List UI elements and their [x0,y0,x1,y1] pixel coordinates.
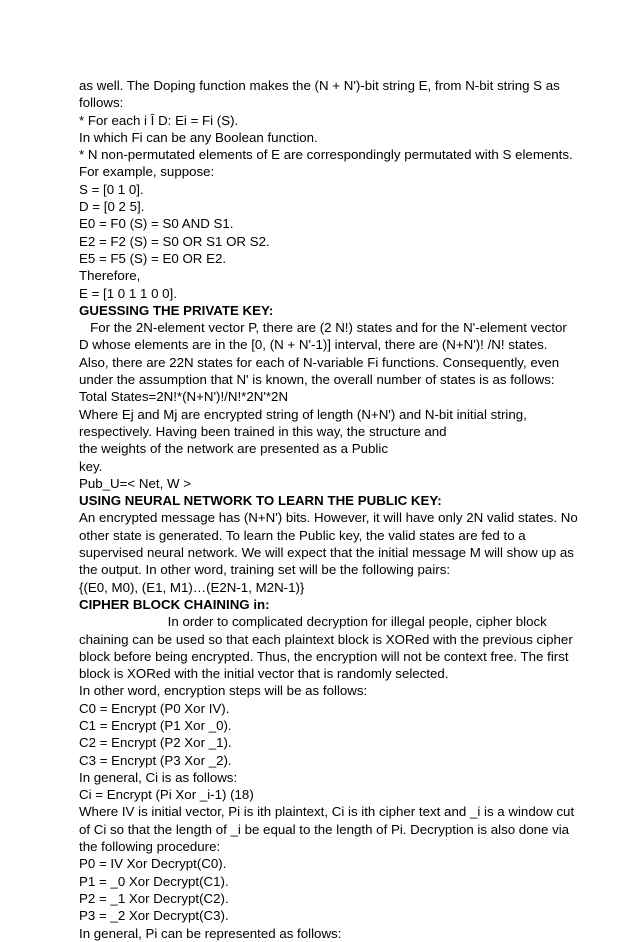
text-line: as well. The Doping function makes the (N + N')-bit string E, from N-bit string S as [79,78,560,93]
text-line: S = [0 1 0]. [79,181,144,197]
text-line: In order to complicated decryption for illegal people, cipher block [79,614,547,630]
text-line: D = [0 2 5]. [79,199,145,215]
text-line: E0 = F0 (S) = S0 AND S1. [79,216,234,232]
text-line: block before being encrypted. Thus, the encryption will not be context free. The first [79,648,569,664]
text-line: For the 2N-element vector P, there are (2 N!) states and for the N'-element vector [79,320,567,336]
section-heading: CIPHER BLOCK CHAINING in: [79,596,270,612]
text-line: of Ci so that the length of _i be equal to the length of Pi. Decryption is also done via [79,821,570,837]
text-line: P1 = _0 Xor Decrypt(C1). [79,873,229,889]
text-line: C1 = Encrypt (P1 Xor _0). [79,717,232,733]
text-line: Where Ej and Mj are encrypted string of length (N+N') and N-bit initial string, [79,406,527,422]
text-line: Therefore, [79,268,141,284]
text-line: In which Fi can be any Boolean function. [79,129,318,145]
text-line: follows: [79,95,124,111]
text-line: under the assumption that N' is known, the overall number of states is as follows: [79,372,555,388]
text-line: the following procedure: [79,839,221,855]
text-line: Where IV is initial vector, Pi is ith plaintext, Ci is ith cipher text and _i is a window cut [79,804,575,820]
text-line: the output. In other word, training set will be the following pairs: [79,562,451,578]
text-line: In other word, encryption steps will be as follows: [79,683,368,699]
text-line: In general, Ci is as follows: [79,769,238,785]
text-line: Ci = Encrypt (Pi Xor _i-1) (18) [79,787,254,803]
text-line: E2 = F2 (S) = S0 OR S1 OR S2. [79,233,270,249]
text-line: {(E0, M0), (E1, M1)…(E2N-1, M2N-1)} [79,579,305,595]
text-line: C0 = Encrypt (P0 Xor IV). [79,700,230,716]
text-line: chaining can be used so that each plaintext block is XORed with the previous cipher [79,631,573,647]
text-line: An encrypted message has (N+N') bits. However, it will have only 2N valid states. No [79,510,578,526]
section-heading: USING NEURAL NETWORK TO LEARN THE PUBLIC KEY: [79,493,442,509]
text-line: C2 = Encrypt (P2 Xor _1). [79,735,232,751]
text-line: Total States=2N!*(N+N')!/N!*2N'*2N [79,389,289,405]
section-heading: GUESSING THE PRIVATE KEY: [79,302,274,318]
text-line: D whose elements are in the [0, (N + N'-1)] interval, there are (N+N')! /N! states. [79,337,548,353]
text-line: E5 = F5 (S) = E0 OR E2. [79,250,227,266]
text-line: other state is generated. To learn the Public key, the valid states are fed to a [79,527,526,543]
text-line: In general, Pi can be represented as follows: [79,925,342,941]
text-line: key. [79,458,103,474]
text-line: * N non-permutated elements of E are correspondingly permutated with S elements. [79,147,573,163]
text-line: P0 = IV Xor Decrypt(C0). [79,856,227,872]
text-line: Also, there are 22N states for each of N-variable Fi functions. Consequently, even [79,354,560,370]
text-line: For example, suppose: [79,164,215,180]
document-page [79,77,578,942]
text-line: Pub_U=< Net, W > [79,475,191,491]
text-line: block is XORed with the initial vector that is randomly selected. [79,666,449,682]
text-line: the weights of the network are presented as a Public [79,441,388,457]
text-line: C3 = Encrypt (P3 Xor _2). [79,752,232,768]
text-line: * For each i Î D: Ei = Fi (S). [79,112,239,128]
text-line: respectively. Having been trained in this way, the structure and [79,423,447,439]
text-line: P3 = _2 Xor Decrypt(C3). [79,908,229,924]
text-line: supervised neural network. We will expect that the initial message M will show up as [79,545,574,561]
text-line: P2 = _1 Xor Decrypt(C2). [79,890,229,906]
text-line: E = [1 0 1 1 0 0]. [79,285,177,301]
